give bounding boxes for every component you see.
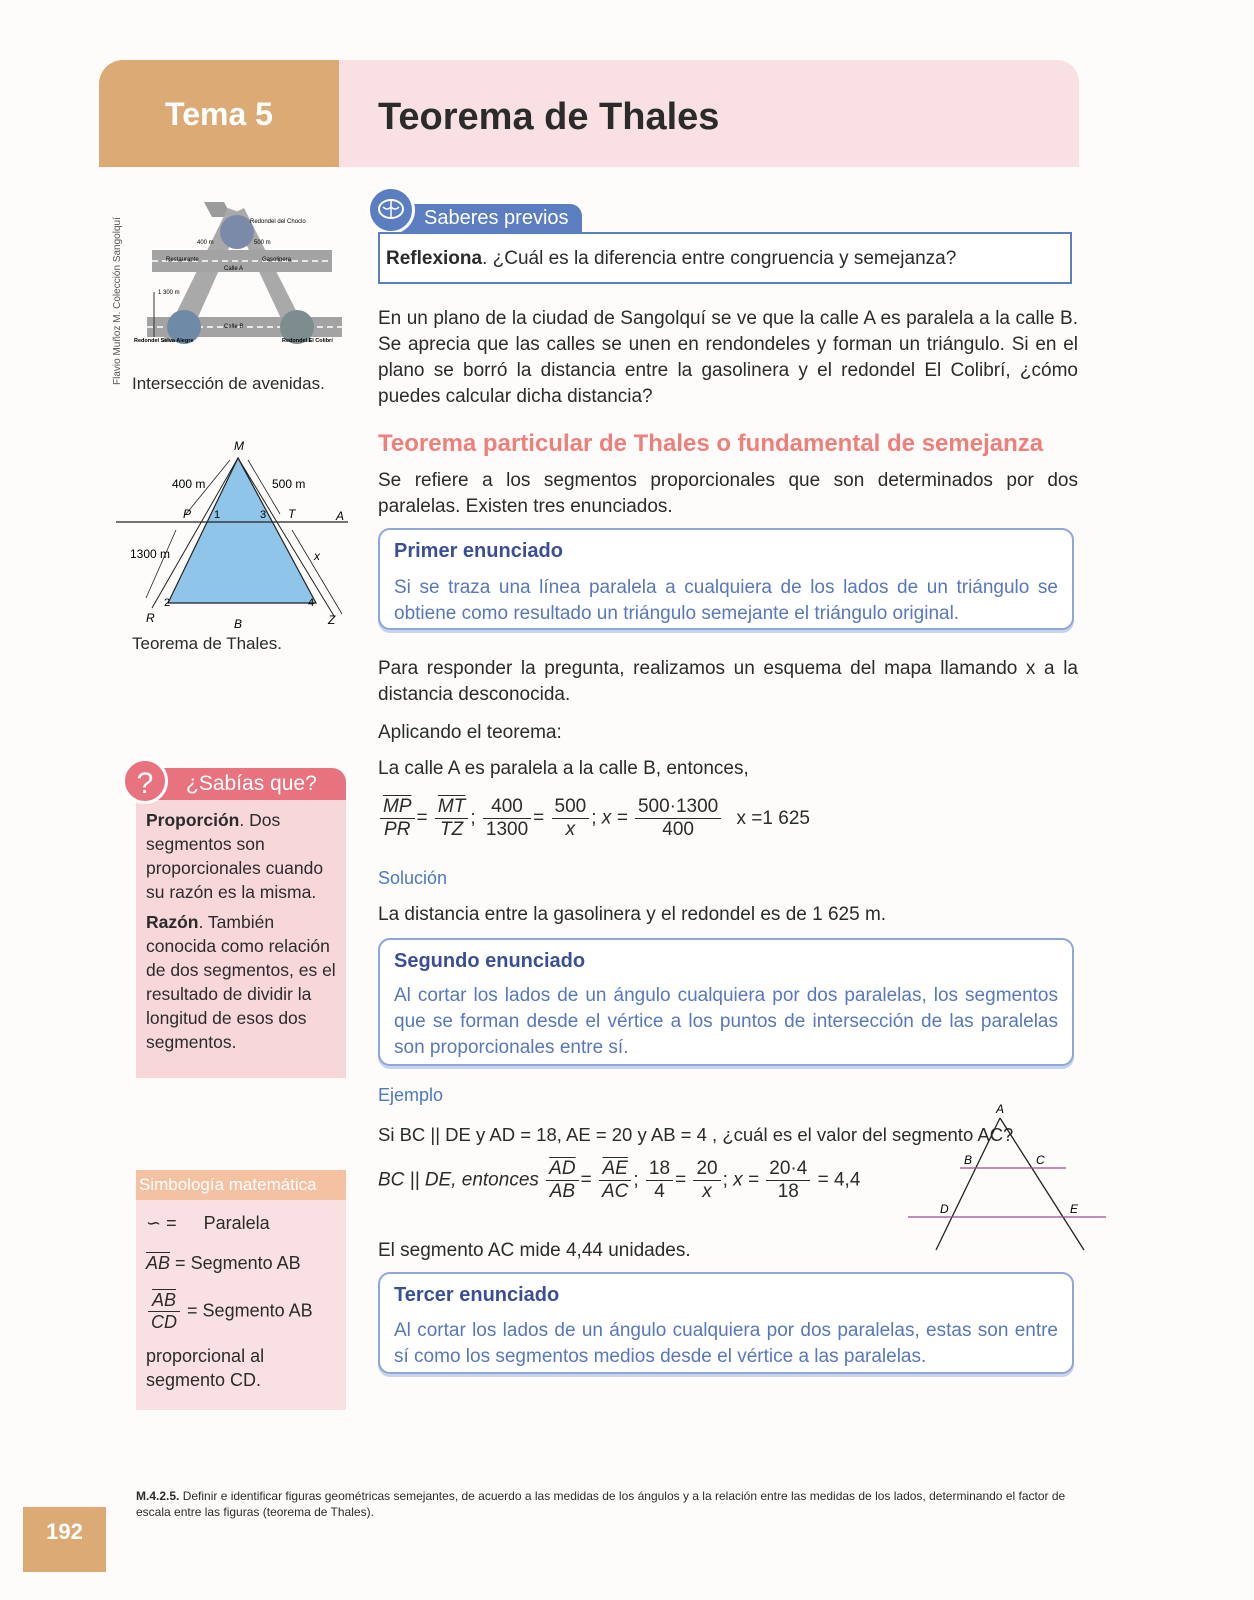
primer-enunciado-title: Primer enunciado (394, 540, 563, 562)
eq1-mp: $\overline{MP}$ (380, 796, 415, 819)
eq1-result: x =1 625 (736, 807, 810, 829)
proporcion-term: Proporción (146, 810, 240, 830)
eq1-500: 500 (552, 796, 590, 819)
proportion-eq: = (187, 1300, 198, 1321)
map-label-1300: 1 300 m (158, 290, 180, 296)
section-title: Teorema particular de Thales o fundamental de semejanza (378, 430, 1044, 457)
eq1-x: x (565, 819, 576, 840)
curriculum-footer (136, 1488, 1076, 1520)
frac-ae-ac (599, 1158, 631, 1203)
page-number: 192 (23, 1507, 106, 1572)
proporcion-text: . Dos segmentos son proporcionales cuando su razón es la misma. (146, 810, 324, 902)
tercer-enunciado-title: Tercer enunciado (394, 1284, 560, 1306)
solucion-label: Solución (378, 868, 448, 888)
proporcion-definition (146, 808, 342, 904)
label-400m: 400 m (172, 477, 206, 491)
angle-ray-left (936, 1118, 1000, 1250)
label-R: R (146, 611, 155, 625)
frac-20-x (693, 1158, 720, 1203)
reflexiona-question: . ¿Cuál es la diferencia entre congruencia y semejanza? (482, 248, 957, 269)
frac-500-x (552, 796, 590, 841)
map-label-500: 500 m (254, 240, 271, 246)
triangle-caption: Teorema de Thales. (132, 634, 282, 653)
map-label-selva: Redondel Selva Alegre (134, 338, 194, 344)
segment-eq: = (175, 1253, 186, 1273)
map-label-calle-b: Calle B (224, 324, 244, 330)
eq2-ad: $\overline{AD}$ (546, 1158, 578, 1181)
footer-text: Definir e identificar figuras geométricas semejantes, de acuerdo a las medidas de los ángulos y a la relación entre las medidas de los lados, determinando el factor de escala entre las figuras (teorema de Thales). (136, 1489, 1066, 1519)
frac-20x4-18 (766, 1158, 810, 1203)
eq2-xeq: x = (733, 1169, 760, 1191)
ejemplo-question: Si BC || DE y AD = 18, AE = 20 y AB = 4 , ¿cuál es el valor del segmento AC? (378, 1124, 1014, 1145)
angle-ray-right (1000, 1118, 1084, 1250)
segment-text: Segmento AB (190, 1253, 301, 1273)
map-label-colibri: Redondel El Colibrí (282, 338, 333, 344)
ejemplo-label: Ejemplo (378, 1085, 444, 1105)
intro-paragraph: En un plano de la ciudad de Sangolquí se ve que la calle A es paralela a la calle B. Se aprecia que las calles se unen en rendondeles y forman un triángulo. Si en el plano se borró la distancia entre la gasolinera y el redondel El Colibrí, ¿cómo puedes calcular dicha distancia? (378, 308, 1078, 407)
label-M: M (234, 439, 244, 453)
tema-label: Tema 5 (165, 96, 273, 132)
brain-icon (367, 186, 415, 234)
label-angle-1: 1 (214, 509, 221, 521)
eq2-lead: BC || DE, entonces (378, 1169, 539, 1191)
angle-label-C: C (1036, 1153, 1045, 1167)
frac-mp-pr (380, 796, 415, 841)
angle-label-D: D (940, 1202, 949, 1216)
frac-product (635, 796, 721, 841)
paralela-text: Paralela (203, 1213, 270, 1233)
proportion-text: Segmento AB (202, 1300, 313, 1321)
label-500m: 500 m (272, 477, 306, 491)
segundo-enunciado-title: Segundo enunciado (394, 950, 586, 972)
label-T: T (288, 507, 296, 521)
proportion-num: $\overline{AB}$ (148, 1290, 180, 1312)
label-1300m: 1300 m (130, 547, 171, 561)
eq2-result: = 4,4 (817, 1169, 861, 1191)
frac-ad-ab (546, 1158, 578, 1203)
eq2-den: 18 (777, 1181, 799, 1202)
angle-parallels-figure (900, 1100, 1110, 1260)
simbolo-proporcion (146, 1290, 313, 1333)
saberes-previos-title: Saberes previos (424, 207, 569, 229)
frac-400-1300 (483, 796, 531, 841)
map-label-400: 400 m (197, 240, 214, 246)
avenues-map-figure (132, 192, 347, 364)
map-label-calle-a: Calle A (224, 266, 244, 272)
reflexiona-text (386, 248, 956, 270)
eq1-num: 500·1300 (635, 796, 721, 819)
label-angle-2: 2 (164, 597, 171, 609)
eq1-400: 400 (483, 796, 531, 819)
reflexiona-term: Reflexiona (386, 248, 483, 269)
page-title: Teorema de Thales (378, 96, 720, 138)
eq2-x: x (702, 1181, 712, 1202)
simbologia-title: Simbología matemática (136, 1170, 346, 1200)
label-B: B (234, 617, 243, 631)
thales-triangle-figure (116, 438, 352, 634)
map-label-gasolinera: Gasolinera (262, 257, 292, 263)
angle-label-E: E (1070, 1202, 1079, 1216)
angle-label-A: A (996, 1102, 1005, 1116)
map-label-choclo: Redondel del Choclo (250, 219, 306, 225)
segundo-enunciado-text: Al cortar los lados de un ángulo cualquiera por dos paralelas, los segmentos que se forman desde el vértice a los puntos de intersección de las paralelas son proporcionales entre sí. (394, 985, 1058, 1058)
razon-definition (146, 910, 342, 1054)
redondel-choclo-icon (220, 215, 254, 249)
eq1-den: 400 (662, 819, 694, 840)
razon-term: Razón (146, 912, 199, 932)
eq1-pr: PR (384, 819, 411, 840)
simbolo-segmento (146, 1253, 301, 1274)
eq1-tz: TZ (439, 819, 464, 840)
eq2-ab: AB (549, 1181, 576, 1202)
label-P: P (183, 507, 192, 521)
map-caption: Intersección de avenidas. (132, 374, 325, 393)
label-angle-3: 3 (260, 509, 267, 521)
eq2-20: 20 (693, 1158, 720, 1181)
label-A: A (336, 509, 345, 523)
footer-code: M.4.2.5. (136, 1489, 180, 1503)
solucion-text: La distancia entre la gasolinera y el redondel es de 1 625 m. (378, 904, 887, 925)
map-label-restaurante: Restaurante (166, 257, 199, 263)
eq2-ac: AC (601, 1181, 629, 1202)
primer-enunciado-text: Si se traza una línea paralela a cualquiera de los lados de un triángulo se obtiene como resultado un triángulo semejante el triángulo original. (394, 577, 1058, 624)
eq1-1300: 1300 (485, 819, 529, 840)
eq2-4: 4 (654, 1181, 665, 1202)
sabias-que-title: ¿Sabías que? (186, 772, 317, 795)
proportion-den: CD (151, 1312, 177, 1332)
eq1-xeq: x = (601, 807, 628, 829)
aplicando: Aplicando el teorema: (378, 722, 562, 743)
calle-paralela: La calle A es paralela a la calle B, entonces, (378, 758, 749, 779)
simbolo-paralela (146, 1213, 270, 1234)
label-Z: Z (328, 613, 336, 627)
eq2-ae: $\overline{AE}$ (599, 1158, 631, 1181)
angle-label-B: B (964, 1153, 973, 1167)
label-angle-4: 4 (308, 597, 315, 609)
segment-symbol: $\overline{AB}$ (146, 1253, 171, 1273)
equation-ejemplo: BC || DE, entonces $\frac{\overline{AD}}{AB}$ = $\frac{\overline{AE}}{AC}$ ; $\frac{18}{4}$ = $\frac{20}{x}$ ; x = $\frac{20\cdot 4}{18}$ = 4,4 (378, 1158, 861, 1202)
eq2-18: 18 (646, 1158, 673, 1181)
proportion-fraction (148, 1290, 180, 1333)
equation-thales-map: $\frac{\overline{MP}}{PR}$ = $\frac{\overline{MT}}{TZ}$ ; $\frac{400}{1300}$ = $\frac{500}{x}$ ; x = $\frac{500\cdot 1300}{400}$ x =1 625 (378, 796, 810, 841)
tercer-enunciado-text: Al cortar los lados de un ángulo cualquiera por dos paralelas, estas son entre sí como los segmentos medios desde el vértice a las paralelas. (394, 1320, 1058, 1367)
razon-text: . También conocida como relación de dos segmentos, es el resultado de dividir la longitud de esos dos segmentos. (146, 912, 336, 1052)
proportion-text-2: proporcional al segmento CD. (146, 1346, 265, 1390)
ejemplo-result: El segmento AC mide 4,44 unidades. (378, 1240, 691, 1261)
section-intro: Se refiere a los segmentos proporcionales que son determinados por dos paralelas. Existen tres enunciados. (378, 470, 1078, 517)
frac-18-4 (646, 1158, 673, 1203)
eq2-num: 20·4 (766, 1158, 810, 1181)
eq1-mt: $\overline{MT}$ (435, 796, 468, 819)
label-x: x (314, 549, 320, 563)
frac-mt-tz (435, 796, 468, 841)
question-mark-icon: ? (122, 758, 168, 804)
para-responder: Para responder la pregunta, realizamos un esquema del mapa llamando x a la distancia desconocida. (378, 658, 1078, 705)
paralela-symbol: ∽ = (146, 1213, 177, 1233)
map-credit: Flavio Muñoz M. Colección Sangolquí (112, 217, 123, 385)
